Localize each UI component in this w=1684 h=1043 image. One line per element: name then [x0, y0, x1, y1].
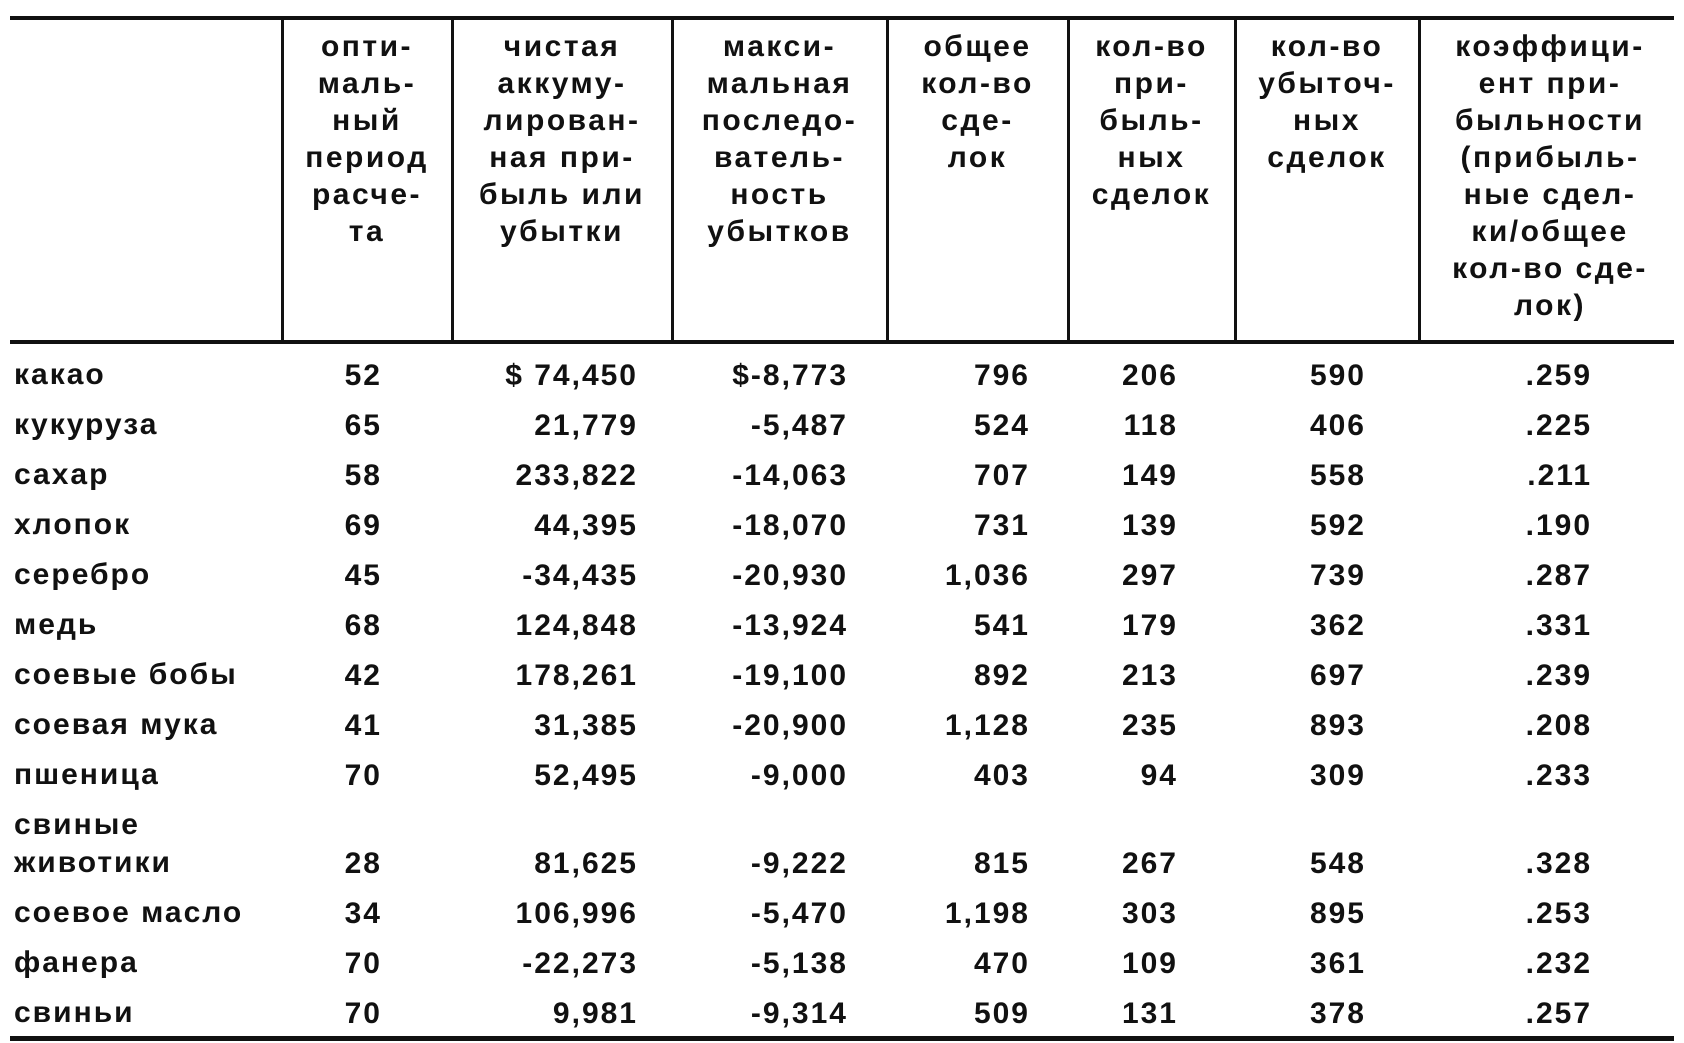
cell-optimal-period: 28 [344, 847, 382, 880]
table-row [0, 650, 1684, 700]
cell-commodity: фанера [14, 946, 139, 979]
cell-losing: 362 [1309, 609, 1366, 642]
cell-profitable: 139 [1121, 509, 1178, 542]
cell-total-trades: 470 [973, 947, 1030, 980]
cell-optimal-period: 69 [344, 509, 382, 542]
cell-commodity: сахар [14, 458, 110, 491]
cell-losing: 592 [1309, 509, 1366, 542]
cell-profitable: 131 [1121, 997, 1178, 1030]
table-row [0, 750, 1684, 800]
cell-max-loss: -9,314 [750, 997, 848, 1030]
cell-commodity: серебро [14, 558, 152, 591]
header-rule [10, 340, 1674, 344]
cell-profitable: 118 [1123, 409, 1178, 442]
cell-losing: 378 [1309, 997, 1366, 1030]
cell-total-trades: 731 [973, 509, 1030, 542]
cell-max-loss: -13,924 [732, 609, 848, 642]
cell-total-trades: 1,198 [944, 897, 1030, 930]
cell-net-profit: -22,273 [522, 947, 638, 980]
cell-commodity: какао [14, 358, 106, 391]
cell-losing: 697 [1309, 659, 1366, 692]
cell-max-loss: -19,100 [732, 659, 848, 692]
table-row [0, 400, 1684, 450]
cell-max-loss: -20,900 [732, 709, 848, 742]
cell-max-loss: -5,138 [750, 947, 848, 980]
cell-profitable: 109 [1121, 947, 1178, 980]
cell-net-profit: 124,848 [515, 609, 638, 642]
cell-net-profit: 178,261 [515, 659, 638, 692]
cell-losing: 590 [1309, 359, 1366, 392]
cell-commodity: соевая мука [14, 708, 219, 741]
cell-commodity: свиньи [14, 996, 135, 1029]
cell-profitable: 303 [1121, 897, 1178, 930]
cell-ratio: .225 [1525, 409, 1592, 442]
cell-losing: 309 [1309, 759, 1366, 792]
cell-optimal-period: 70 [344, 947, 382, 980]
header-max-loss-sequence: макси- мальная последо- ватель- ность убытков [701, 30, 858, 248]
cell-optimal-period: 52 [344, 359, 382, 392]
column-divider [671, 16, 674, 342]
column-divider [281, 16, 284, 342]
table-row [0, 800, 1684, 888]
cell-losing: 548 [1309, 847, 1366, 880]
cell-optimal-period: 41 [344, 709, 382, 742]
cell-total-trades: 796 [973, 359, 1030, 392]
cell-losing: 893 [1309, 709, 1366, 742]
column-divider [451, 16, 454, 342]
cell-net-profit: 81,625 [534, 847, 638, 880]
cell-total-trades: 524 [973, 409, 1030, 442]
header-losing-trades: кол-во убыточ- ных сделок [1258, 30, 1396, 174]
cell-net-profit: 31,385 [534, 709, 638, 742]
cell-net-profit: 9,981 [552, 997, 638, 1030]
cell-ratio: .253 [1525, 897, 1592, 930]
header-total-trades: общее кол-во сде- лок [921, 30, 1034, 174]
cell-commodity: соевое масло [14, 896, 244, 929]
cell-max-loss: -18,070 [732, 509, 848, 542]
cell-profitable: 149 [1121, 459, 1178, 492]
header-profit-ratio: коэффици- ент при- быльности (прибыль- ные сдел- ки/общее кол-во сде- лок) [1452, 30, 1648, 322]
cell-commodity: пшеница [14, 758, 160, 791]
header-net-profit: чистая аккуму- лирован- ная при- быль или убытки [479, 30, 645, 248]
cell-optimal-period: 45 [344, 559, 382, 592]
cell-max-loss: -20,930 [732, 559, 848, 592]
cell-optimal-period: 34 [344, 897, 382, 930]
cell-total-trades: 403 [973, 759, 1030, 792]
cell-max-loss: -5,487 [750, 409, 848, 442]
header-optimal-period: опти- маль- ный период расче- та [305, 30, 429, 248]
cell-total-trades: 815 [973, 847, 1030, 880]
cell-ratio: .232 [1525, 947, 1592, 980]
cell-ratio: .287 [1525, 559, 1592, 592]
table-row [0, 600, 1684, 650]
cell-ratio: .233 [1525, 759, 1592, 792]
cell-optimal-period: 58 [344, 459, 382, 492]
cell-net-profit: 44,395 [534, 509, 638, 542]
cell-net-profit: $ 74,450 [505, 359, 638, 392]
cell-optimal-period: 70 [344, 997, 382, 1030]
cell-commodity: медь [14, 608, 99, 641]
cell-total-trades: 1,036 [944, 559, 1030, 592]
cell-total-trades: 707 [973, 459, 1030, 492]
cell-profitable: 297 [1121, 559, 1178, 592]
cell-net-profit: 52,495 [534, 759, 638, 792]
column-divider [886, 16, 889, 342]
column-divider [1234, 16, 1237, 342]
cell-ratio: .331 [1525, 609, 1592, 642]
cell-commodity: хлопок [14, 508, 132, 541]
cell-total-trades: 541 [973, 609, 1030, 642]
cell-ratio: .211 [1527, 459, 1592, 492]
cell-losing: 558 [1309, 459, 1366, 492]
table-row [0, 350, 1684, 400]
cell-losing: 361 [1309, 947, 1366, 980]
table-row [0, 888, 1684, 938]
cell-max-loss: -9,222 [750, 847, 848, 880]
cell-ratio: .208 [1525, 709, 1592, 742]
cell-total-trades: 892 [973, 659, 1030, 692]
cell-losing: 739 [1309, 559, 1366, 592]
cell-profitable: 235 [1121, 709, 1178, 742]
cell-optimal-period: 70 [344, 759, 382, 792]
cell-profitable: 267 [1121, 847, 1178, 880]
cell-losing: 895 [1309, 897, 1366, 930]
cell-net-profit: 106,996 [515, 897, 638, 930]
table-row [0, 450, 1684, 500]
cell-commodity: свиные животики [14, 808, 172, 879]
cell-max-loss: $-8,773 [732, 359, 848, 392]
cell-ratio: .257 [1525, 997, 1592, 1030]
table-row [0, 988, 1684, 1038]
header-profitable-trades: кол-во при- быль- ных сделок [1091, 30, 1212, 211]
cell-profitable: 213 [1121, 659, 1178, 692]
cell-commodity: соевые бобы [14, 658, 238, 691]
column-divider [1067, 16, 1070, 342]
cell-profitable: 94 [1140, 759, 1178, 792]
cell-net-profit: 21,779 [534, 409, 638, 442]
cell-max-loss: -9,000 [750, 759, 848, 792]
cell-losing: 406 [1309, 409, 1366, 442]
cell-net-profit: -34,435 [522, 559, 638, 592]
table-body [0, 350, 1684, 1038]
cell-profitable: 206 [1121, 359, 1178, 392]
cell-ratio: .239 [1525, 659, 1592, 692]
top-rule [10, 16, 1674, 20]
table-row [0, 550, 1684, 600]
cell-commodity: кукуруза [14, 408, 159, 441]
cell-ratio: .328 [1525, 847, 1592, 880]
cell-total-trades: 509 [973, 997, 1030, 1030]
cell-optimal-period: 42 [344, 659, 382, 692]
cell-max-loss: -5,470 [750, 897, 848, 930]
cell-optimal-period: 65 [344, 409, 382, 442]
column-divider [1418, 16, 1421, 342]
cell-net-profit: 233,822 [515, 459, 638, 492]
cell-ratio: .190 [1525, 509, 1592, 542]
cell-max-loss: -14,063 [732, 459, 848, 492]
cell-optimal-period: 68 [344, 609, 382, 642]
cell-profitable: 179 [1121, 609, 1178, 642]
table-row [0, 700, 1684, 750]
cell-ratio: .259 [1525, 359, 1592, 392]
table-row [0, 500, 1684, 550]
table-row [0, 938, 1684, 988]
cell-total-trades: 1,128 [944, 709, 1030, 742]
